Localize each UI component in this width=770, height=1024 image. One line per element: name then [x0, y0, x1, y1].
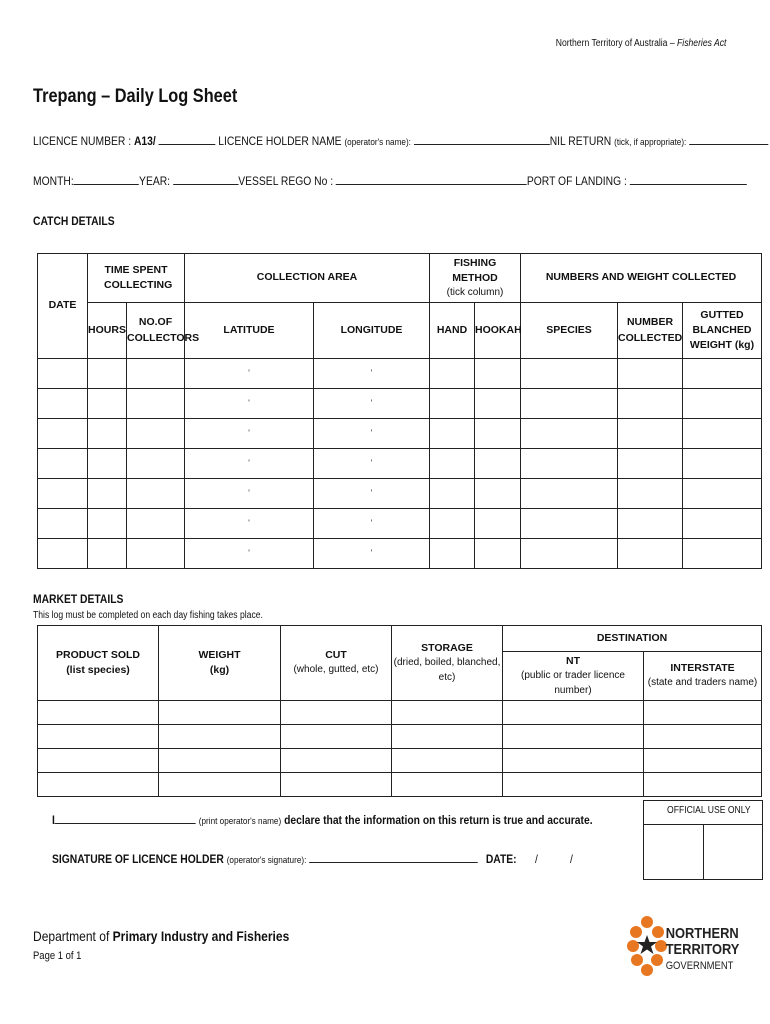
page-number: Page 1 of 1 [33, 950, 82, 962]
interstate-header [644, 652, 762, 701]
licence-number-value: A13/ [133, 134, 156, 148]
catch-table [37, 253, 762, 569]
year-label: YEAR: [139, 174, 171, 188]
longitude-header: LONGITUDE [314, 303, 430, 359]
coordinate-mark: ' [248, 517, 250, 528]
catch-cell[interactable] [127, 389, 185, 419]
catch-cell[interactable] [475, 419, 521, 449]
weight-label: WEIGHT [198, 648, 241, 661]
logo-line3: GOVERNMENT [665, 960, 734, 973]
market-table [37, 625, 762, 797]
catch-cell[interactable] [185, 359, 314, 389]
market-row [38, 725, 762, 749]
nil-return-field[interactable] [689, 134, 768, 145]
catch-row [38, 359, 762, 389]
catch-cell[interactable] [430, 389, 475, 419]
market-row [38, 749, 762, 773]
market-cell[interactable] [281, 749, 392, 773]
catch-cell[interactable] [683, 389, 762, 419]
catch-cell[interactable] [475, 479, 521, 509]
collectors-header: NO.OF COLLECTORS [127, 303, 185, 359]
catch-cell[interactable] [521, 479, 618, 509]
declaration-statement: declare that the information on this return is true and accurate. [284, 813, 593, 827]
catch-cell[interactable] [38, 479, 88, 509]
number-collected-header: NUMBER COLLECTED [618, 303, 683, 359]
catch-cell[interactable] [475, 359, 521, 389]
coordinate-mark: ' [248, 397, 250, 408]
tick-column-hint: (tick column) [446, 286, 504, 298]
catch-cell[interactable] [618, 389, 683, 419]
catch-cell[interactable] [475, 389, 521, 419]
signature-field[interactable] [309, 852, 478, 863]
catch-cell[interactable] [618, 479, 683, 509]
catch-cell[interactable] [185, 419, 314, 449]
product-sold-header [38, 626, 159, 701]
licence-holder-label: LICENCE HOLDER NAME [218, 134, 342, 148]
catch-cell[interactable] [521, 509, 618, 539]
catch-cell[interactable] [88, 449, 127, 479]
print-name-hint: (print operator's name) [198, 816, 282, 827]
market-cell[interactable] [503, 725, 644, 749]
catch-row [38, 449, 762, 479]
page-title: Trepang – Daily Log Sheet [33, 86, 238, 107]
catch-cell[interactable] [38, 389, 88, 419]
catch-cell[interactable] [314, 539, 430, 569]
market-row [38, 701, 762, 725]
catch-cell[interactable] [314, 449, 430, 479]
catch-cell[interactable] [88, 389, 127, 419]
official-use-split [703, 825, 704, 879]
coordinate-mark: ' [370, 427, 373, 438]
vessel-label: VESSEL REGO No : [238, 174, 334, 188]
footer-department [33, 928, 289, 944]
licence-holder-field[interactable] [414, 134, 550, 145]
market-cell[interactable] [392, 725, 503, 749]
numbers-weight-header: NUMBERS AND WEIGHT COLLECTED [521, 254, 762, 303]
nt-label: NT [566, 654, 580, 667]
catch-cell[interactable] [127, 419, 185, 449]
coordinate-mark: ' [248, 457, 250, 468]
catch-cell[interactable] [88, 509, 127, 539]
catch-cell[interactable] [430, 509, 475, 539]
month-label: MONTH: [33, 174, 74, 188]
nil-return-label: NIL RETURN [549, 134, 612, 148]
market-cell[interactable] [644, 701, 762, 725]
market-cell[interactable] [38, 749, 159, 773]
nt-government-logo [627, 912, 740, 982]
declaration-line [52, 813, 593, 827]
market-cell[interactable] [38, 773, 159, 797]
market-details-heading: MARKET DETAILS [33, 592, 124, 606]
catch-cell[interactable] [683, 479, 762, 509]
market-cell[interactable] [503, 701, 644, 725]
market-cell[interactable] [392, 773, 503, 797]
collection-area-header: COLLECTION AREA [185, 254, 430, 303]
catch-cell[interactable] [521, 389, 618, 419]
signature-line [52, 852, 573, 866]
catch-cell[interactable] [88, 359, 127, 389]
coordinate-mark: ' [248, 427, 250, 438]
coordinate-mark: ' [370, 547, 373, 558]
licence-row [33, 134, 768, 148]
hours-header: HOURS [88, 303, 127, 359]
catch-cell[interactable] [127, 449, 185, 479]
catch-cell[interactable] [683, 419, 762, 449]
catch-cell[interactable] [127, 539, 185, 569]
port-label: PORT OF LANDING : [526, 174, 627, 188]
logo-line2: TERRITORY [665, 940, 740, 958]
weight-header [159, 626, 281, 701]
catch-cell[interactable] [683, 539, 762, 569]
catch-cell[interactable] [38, 539, 88, 569]
nt-logo-graphic [627, 912, 740, 982]
catch-cell[interactable] [430, 359, 475, 389]
month-row [33, 174, 747, 188]
hookah-header: HOOKAH [475, 303, 521, 359]
catch-cell[interactable] [127, 359, 185, 389]
market-row [38, 773, 762, 797]
catch-cell[interactable] [683, 449, 762, 479]
coordinate-mark: ' [370, 487, 373, 498]
fishing-method-label: FISHING METHOD [452, 256, 498, 284]
coordinate-mark: ' [370, 367, 373, 378]
interstate-hint: (state and traders name) [647, 677, 758, 689]
catch-cell[interactable] [430, 479, 475, 509]
latitude-header: LATITUDE [185, 303, 314, 359]
catch-cell[interactable] [683, 359, 762, 389]
licence-holder-hint: (operator's name): [344, 137, 411, 148]
operator-name-field[interactable] [55, 813, 196, 824]
cut-header [281, 626, 392, 701]
market-cell[interactable] [159, 773, 281, 797]
coordinate-mark: ' [248, 367, 250, 378]
catch-row [38, 479, 762, 509]
catch-cell[interactable] [88, 479, 127, 509]
licence-number-field[interactable] [159, 134, 216, 145]
catch-cell[interactable] [38, 419, 88, 449]
jurisdiction-text: Northern Territory of Australia – [555, 38, 675, 49]
catch-cell[interactable] [314, 419, 430, 449]
catch-cell[interactable] [618, 359, 683, 389]
official-use-box [643, 800, 763, 880]
catch-cell[interactable] [38, 449, 88, 479]
catch-cell[interactable] [314, 389, 430, 419]
catch-cell[interactable] [185, 509, 314, 539]
catch-cell[interactable] [618, 449, 683, 479]
list-species-label: (list species) [66, 664, 130, 676]
catch-cell[interactable] [618, 419, 683, 449]
date-slash-2: / [569, 852, 573, 866]
time-spent-header [88, 254, 185, 303]
storage-label: STORAGE [421, 641, 473, 654]
product-sold-label: PRODUCT SOLD [56, 648, 140, 661]
destination-header: DESTINATION [503, 626, 762, 652]
catch-cell[interactable] [618, 539, 683, 569]
gutted-weight-header: GUTTED BLANCHED WEIGHT (kg) [683, 303, 762, 359]
catch-cell[interactable] [521, 419, 618, 449]
coordinate-mark: ' [370, 397, 373, 408]
catch-cell[interactable] [430, 449, 475, 479]
storage-header [392, 626, 503, 701]
market-cell[interactable] [159, 749, 281, 773]
market-cell[interactable] [159, 701, 281, 725]
catch-cell[interactable] [38, 509, 88, 539]
catch-cell[interactable] [475, 539, 521, 569]
licence-number-label: LICENCE NUMBER : [33, 134, 132, 148]
catch-cell[interactable] [521, 449, 618, 479]
catch-cell[interactable] [88, 539, 127, 569]
dept-name: Primary Industry and Fisheries [112, 928, 290, 944]
market-cell[interactable] [644, 773, 762, 797]
coordinate-mark: ' [370, 457, 373, 468]
cut-hint: (whole, gutted, etc) [293, 664, 379, 676]
catch-cell[interactable] [127, 509, 185, 539]
catch-cell[interactable] [185, 479, 314, 509]
date-header: DATE [38, 254, 88, 359]
declaration-i: I [52, 813, 55, 827]
time-spent-label: TIME SPENT COLLECTING [104, 263, 173, 291]
catch-row [38, 419, 762, 449]
coordinate-mark: ' [370, 517, 373, 528]
catch-cell[interactable] [430, 419, 475, 449]
market-cell[interactable] [503, 773, 644, 797]
coordinate-mark: ' [248, 487, 250, 498]
signature-label: SIGNATURE OF LICENCE HOLDER [52, 852, 224, 866]
catch-cell[interactable] [88, 419, 127, 449]
catch-cell[interactable] [185, 449, 314, 479]
catch-cell[interactable] [683, 509, 762, 539]
catch-cell[interactable] [521, 359, 618, 389]
catch-cell[interactable] [185, 389, 314, 419]
year-field[interactable] [173, 174, 238, 185]
catch-row [38, 389, 762, 419]
market-cell[interactable] [281, 725, 392, 749]
catch-details-heading: CATCH DETAILS [33, 214, 115, 228]
cut-label: CUT [325, 649, 347, 662]
market-cell[interactable] [503, 749, 644, 773]
storage-hint: (dried, boiled, blanched, etc) [393, 657, 501, 683]
catch-cell[interactable] [127, 479, 185, 509]
catch-row [38, 509, 762, 539]
date-label: DATE: [485, 852, 517, 866]
catch-cell[interactable] [430, 539, 475, 569]
vessel-field[interactable] [336, 174, 527, 185]
port-field[interactable] [630, 174, 747, 185]
market-cell[interactable] [281, 701, 392, 725]
logo-line1: NORTHERN [665, 924, 739, 942]
month-field[interactable] [74, 174, 139, 185]
weight-unit: (kg) [209, 664, 230, 676]
dept-prefix: Department of [33, 928, 110, 944]
date-slash-1: / [534, 852, 538, 866]
catch-row [38, 539, 762, 569]
catch-cell[interactable] [314, 479, 430, 509]
catch-cell[interactable] [38, 359, 88, 389]
nt-header [503, 652, 644, 701]
nt-hint: (public or trader licence number) [521, 670, 625, 696]
nil-return-hint: (tick, if appropriate): [614, 137, 687, 148]
market-cell[interactable] [644, 749, 762, 773]
market-cell[interactable] [392, 701, 503, 725]
catch-cell[interactable] [475, 449, 521, 479]
coordinate-mark: ' [248, 547, 250, 558]
catch-cell[interactable] [185, 539, 314, 569]
species-header: SPECIES [521, 303, 618, 359]
interstate-label: INTERSTATE [670, 662, 735, 675]
official-use-label: OFFICIAL USE ONLY [667, 805, 751, 816]
catch-cell[interactable] [618, 509, 683, 539]
catch-cell[interactable] [314, 509, 430, 539]
market-cell[interactable] [644, 725, 762, 749]
fishing-method-header [430, 254, 521, 303]
header-jurisdiction [555, 38, 726, 49]
market-cell[interactable] [38, 725, 159, 749]
hand-header: HAND [430, 303, 475, 359]
catch-cell[interactable] [521, 539, 618, 569]
catch-cell[interactable] [475, 509, 521, 539]
market-note: This log must be completed on each day fishing takes place. [33, 610, 263, 621]
market-cell[interactable] [159, 725, 281, 749]
act-name: Fisheries Act [676, 38, 726, 49]
catch-cell[interactable] [314, 359, 430, 389]
market-cell[interactable] [38, 701, 159, 725]
signature-hint: (operator's signature): [226, 855, 307, 866]
market-cell[interactable] [392, 749, 503, 773]
market-cell[interactable] [281, 773, 392, 797]
